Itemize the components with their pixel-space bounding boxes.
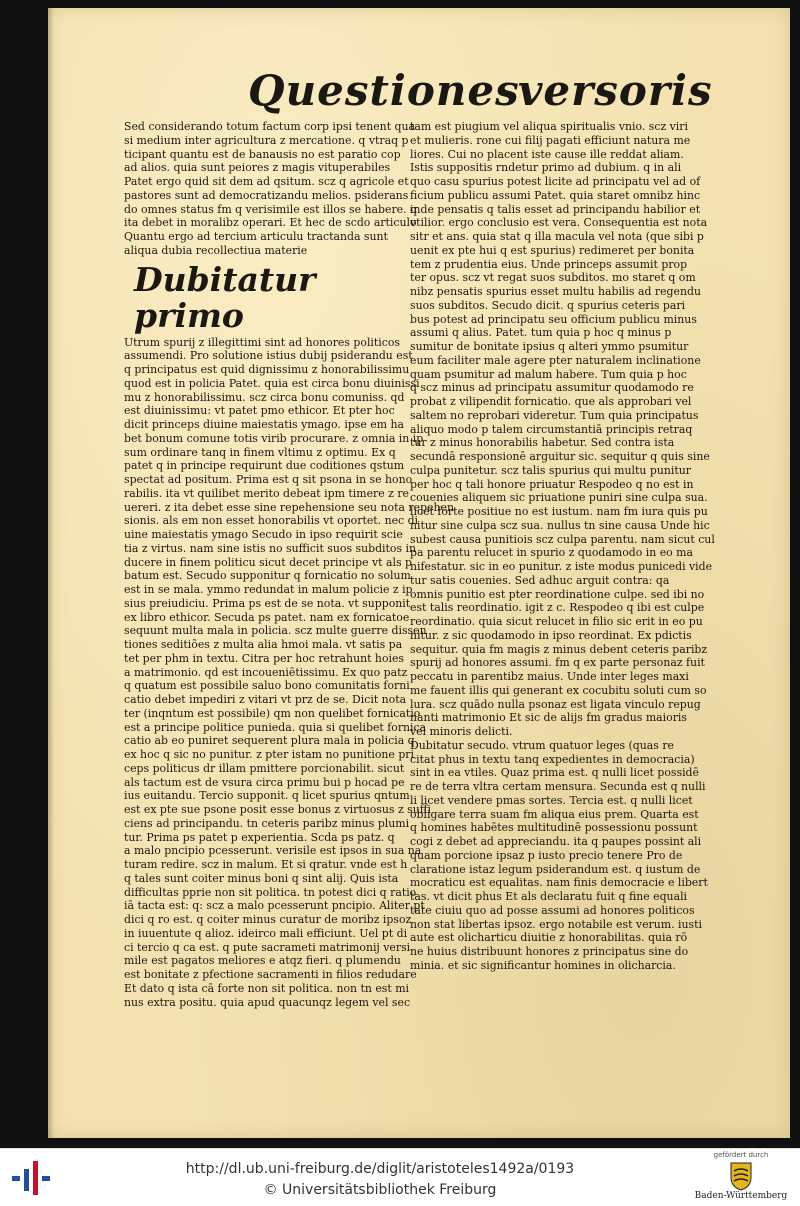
right-column-text-line: li licet vendere pmas sortes. Tercia est. q nulli licet: [410, 793, 693, 807]
right-column-text-line: obligare terra suam fm aliqua eius prem. Quarta est: [410, 807, 699, 821]
right-column-text-line: sequitur. quia fm magis z minus debent ceteris paribz: [410, 642, 708, 656]
sponsor-badge[interactable]: [686, 1151, 796, 1205]
left-column-text-line: do omnes status fm q verisimile est illos se habere. q: [124, 202, 417, 216]
right-column-text-line: culpa punitetur. scz talis spurius qui multu punitur: [410, 463, 691, 477]
right-column-text-line: cogi z debet ad appreciandu. ita q paupes possint ali: [410, 835, 702, 848]
left-column-text-line: est in se mala. ymmo redundat in malum policie z ip: [124, 583, 413, 596]
left-column-text-line: ita debet in moralibz operari. Et hec de scdo articulo: [124, 216, 417, 230]
right-column-text-line: vtilior. ergo conclusio est vera. Consequentia est nota: [410, 216, 708, 230]
left-column-text-line: ceps politicus dr illam pmittere porcionabilit. sicut: [124, 761, 405, 775]
left-column-text-line: pastores sunt ad democratizandu melios. psiderans: [124, 188, 409, 202]
right-column-text-line: nifestatur. sic in eo punitur. z iste modus punicedi vide: [410, 560, 713, 573]
right-column-text-line: est talis reordinatio. igit z c. Respodeo q ibi est culpe: [410, 601, 705, 615]
right-column-text-line: ficium publicu assumi Patet. quia staret omnibz hinc: [410, 188, 701, 202]
right-column-text-line: aute est olicharticu diuitie z honorabilitas. quia rō: [410, 931, 688, 945]
right-column-text-line: peccatu in parentibz maius. Unde inter leges maxi: [410, 670, 689, 683]
right-column-text-line: Istis suppositis rndetur primo ad dubium. q in ali: [410, 161, 682, 175]
left-column-text-line: difficultas pprie non sit politica. tn potest dici q ratio: [124, 885, 417, 899]
right-column-text-line: ne huius distribuunt honores z principatus sine do: [410, 945, 689, 958]
left-column-text-line: ticipant quantu est de banausis no est paratio cop: [124, 147, 401, 161]
running-head-left: Questiones: [248, 66, 520, 115]
left-column-text-line: ciens ad principandu. tn ceteris paribz minus plumi: [124, 816, 410, 830]
left-column-text-line: Et dato q ista cā forte non sit politica. non tn est mi: [124, 981, 410, 995]
left-column-text-line: uine maiestatis ymago Secudo in ipso requirit scie: [124, 528, 403, 541]
right-column-text-line: claratione istaz legum psiderandum est. q iustum de: [410, 862, 701, 876]
left-column-text-line: rabilis. ita vt quilibet merito debeat ipm timere z re: [124, 486, 409, 500]
right-column-text-line: reordinatio. quia sicut relucet in filio sic erit in eo pu: [410, 615, 703, 628]
left-column-text-line: spectat ad positum. Prima est q sit psona in se hono: [124, 473, 413, 486]
right-column-text-line: uenit ex pte hui q est spurius) redimeret per bonita: [410, 243, 695, 257]
left-column-text-line: catio debet impediri z vitari vt prz de se. Dicit nota: [124, 693, 407, 706]
left-column-text-line: si medium inter agricultura z mercatione. q vtraq p: [124, 133, 409, 147]
right-column-text-line: nibz pensatis spurius esset multu habilis ad regendu: [410, 285, 701, 298]
left-column-text-line: in iuuentute q alioz. ideirco mali efficiunt. Uel pt di: [124, 926, 408, 940]
left-column-text-line: quod est in policia Patet. quia est circa bonu diuinissi: [124, 376, 420, 390]
left-column-intro: [124, 120, 417, 258]
right-column-text-line: nanti matrimonio Et sic de alijs fm gradus maioris: [410, 711, 687, 725]
text-column-left: [124, 120, 454, 1009]
sponsor-name: Baden-Württemberg: [694, 1191, 788, 1201]
left-column-text-line: Quantu ergo ad tercium articulu tractanda sunt: [124, 230, 388, 243]
left-column-text-line: dici q ro est. q coiter minus curatur de moribz ipsoz: [124, 913, 412, 926]
left-column-text-line: q principatus est quid dignissimu z honorabilissimu: [124, 363, 410, 376]
right-column-text-line: q homines habētes multitudinē possessionu possunt: [410, 821, 698, 835]
right-column-text-line: re de terra vltra certam mensura. Secunda est q nulli: [410, 780, 706, 793]
right-column-text-line: subest causa punitiois scz culpa parentu. nam sicut cul: [410, 532, 715, 546]
left-column-text-line: est ex pte sue psone posit esse bonus z virtuosus z suffi: [124, 803, 431, 816]
left-column-text-line: est bonitate z pfectione sacramenti in filios redudare: [124, 968, 417, 981]
left-column-text-line: a matrimonio. qd est incoueniētissimu. Ex quo patz: [124, 665, 408, 679]
right-column-text-line: bus potest ad principatu seu officium publicu minus: [410, 312, 697, 326]
right-column-text-line: eum faciliter male agere pter naturalem inclinatione: [410, 353, 701, 367]
footer-url-link[interactable]: http://dl.ub.uni-freiburg.de/diglit/aristoteles1492a/0193: [185, 1161, 575, 1177]
left-column-text-line: tiones seditiões z multa alia hmoi mala. vt satis pa: [124, 638, 403, 651]
right-column-text-line: quam psumitur ad malum habere. Tum quia p hoc: [410, 367, 687, 381]
left-column-text-line: sius preiudiciu. Prima ps est de se nota. vt supponit: [124, 596, 411, 610]
right-column-text-line: saltem no reprobari videretur. Tum quia principatus: [410, 408, 699, 422]
right-column-text-line: tate ciuiu quo ad posse assumi ad honores politicos: [410, 903, 695, 917]
left-column-text-line: catio ab eo puniret sequerent plura mala in policia q: [124, 734, 415, 748]
text-column-right: [410, 120, 715, 973]
right-column-text-line: vel minoris delicti.: [410, 725, 513, 738]
left-column-text-line: mu z honorabilissimu. scz circa bonu comuniss. qd: [124, 390, 405, 404]
right-column-text-line: probat z vilipendit fornicatio. que als approbari vel: [410, 395, 692, 408]
baden-wuerttemberg-emblem-icon: [728, 1161, 754, 1191]
right-column-text-line: lura. scz quādo nulla psonaz est ligata vinculo repug: [410, 697, 701, 711]
right-column-text-line: citat phus in textu tanq expedientes in democracia): [410, 752, 695, 766]
left-column-text-line: patet q in principe requirunt due coditiones qstum: [124, 459, 405, 473]
running-head: [48, 66, 790, 126]
right-column-text-line: Dubitatur secudo. vtrum quatuor leges (quas re: [410, 738, 674, 752]
right-column-text-line: q scz minus ad principatu assumitur quodamodo re: [410, 381, 694, 395]
left-column-text-line: ex libro ethicor. Secuda ps patet. nam ex fornicatoe: [124, 610, 410, 624]
right-column-text-line: me fauent illis qui generant ex cocubitu soluti cum so: [410, 683, 707, 697]
right-column-text-line: tam est piugium vel aliqua spiritualis vnio. scz viri: [410, 120, 688, 133]
right-column-text-line: sint in ea vtiles. Quaz prima est. q nulli licet possidē: [410, 766, 699, 780]
left-column-text-line: als tactum est de vsura circa primu bui p hocad pe: [124, 775, 405, 789]
left-column-text-line: q quatum est possibile saluo bono comunitatis forni: [124, 679, 410, 693]
left-column-text-line: Utrum spurij z illegittimi sint ad honores politicos: [124, 335, 401, 349]
right-column-text-line: ter opus. scz vt regat suos subditos. mo staret q om: [410, 271, 696, 285]
right-column-text-line: liores. Cui no placent iste cause ille reddat aliam.: [410, 147, 684, 161]
left-column-text-line: est a principe politice punieda. quia si quelibet fornica: [124, 720, 427, 734]
right-column-text-line: assumi q alius. Patet. tum quia p hoc q minus p: [410, 326, 672, 340]
section-heading: Dubitatur primo: [134, 259, 316, 335]
right-column-text-line: suos subditos. Secudo dicit. q spurius ceteris pari: [410, 298, 686, 312]
left-column-text-line: iā tacta est: q: scz a malo pcesserunt pncipio. Aliter pt: [124, 899, 425, 913]
right-column-text-line: quo casu spurius potest licite ad principatu vel ad of: [410, 175, 701, 188]
left-column-text-line: batum est. Secudo supponitur q fornicatio no solum: [124, 569, 411, 583]
right-column-text-line: nitur. z sic quodamodo in ipso reordinat. Ex pdictis: [410, 628, 692, 642]
left-column-text-line: ius euitandu. Tercio supponit. q licet spurius qntum: [124, 789, 410, 803]
left-column-text-line: Patet ergo quid sit dem ad qsitum. scz q agricole et: [124, 175, 409, 188]
right-column-text-line: spurij ad honores assumi. fm q ex parte personaz fuit: [410, 656, 705, 670]
ub-freiburg-logo-icon: [12, 1159, 52, 1197]
right-column-text-line: sitr et ans. quia stat q illa macula vel nota (que sibi p: [410, 230, 704, 243]
right-column-text-line: minia. et sic significantur homines in olicharcia.: [410, 958, 676, 972]
right-column-text-line: mocraticu est equalitas. nam finis democracie e libert: [410, 876, 708, 890]
left-column-text-line: ducere in finem politicu sicut decet principe vt als p: [124, 555, 412, 569]
right-column-text-line: et mulieris. rone cui filij pagati efficiunt natura me: [410, 133, 691, 147]
sponsor-caption: gefördert durch: [713, 1151, 769, 1159]
right-column-text-line: tas. vt dicit phus Et als declaratu fuit q fine equali: [410, 890, 688, 903]
running-head-right: versoris: [518, 66, 713, 115]
right-column-text-line: couenies aliquem sic priuatione puniri sine culpa sua.: [410, 491, 708, 505]
right-column-text-line: aliquo modo p talem circumstantiā principis retraq: [410, 422, 693, 436]
left-column-text-line: ter (inqntum est possibile) qm non quelibet fornicatio: [124, 706, 421, 720]
left-column-text-line: Sed considerando totum factum corp ipsi tenent qua: [124, 120, 416, 133]
right-column-text-line: tem z prudentia eius. Unde princeps assumit prop: [410, 257, 688, 271]
left-column-text-line: assumendi. Pro solutione istius dubij psiderandu est: [124, 349, 413, 363]
left-column-text-line: sum ordinare tanq in finem vltimu z optimu. Ex q: [124, 445, 396, 459]
left-column-text-line: tia z virtus. nam sine istis no sufficit suos subditos in: [124, 541, 417, 555]
right-column-text-line: nitur sine culpa scz sua. nullus tn sine causa Unde hic: [410, 518, 710, 532]
right-column-text-line: omnis punitio est pter reordinatione culpe. sed ibi no: [410, 587, 705, 601]
left-column-text-line: nus extra positu. quia apud quacunqz legem vel sec: [124, 995, 411, 1009]
left-column-text-line: turam redire. scz in malum. Et si qratur. vnde est h: [124, 858, 408, 871]
right-column-text-line: licet forte positiue no est iustum. nam fm iura quis pu: [410, 505, 708, 518]
right-column-text-line: pa parentu relucet in spurio z quodamodo in eo ma: [410, 546, 694, 560]
left-column-text-line: uereri. z ita debet esse sine repehensione seu nota repehen: [124, 500, 454, 514]
left-column-text-line: mile est pagatos meliores e atqz fieri. q plumendu: [124, 954, 401, 968]
left-column-text-line: tur. Prima ps patet p experientia. Scda ps patz. q: [124, 830, 395, 844]
left-column-text-line: bet bonum comune totis virib procurare. z omnia in ip: [124, 431, 424, 445]
left-column-text-line: sequunt multa mala in policia. scz multe guerre dissen: [124, 624, 427, 638]
right-column-text-line: tur satis couenies. Sed adhuc arguit contra: qa: [410, 573, 670, 587]
left-column-text-line: est diuinissimu: vt patet pmo ethicor. Et pter hoc: [124, 404, 395, 418]
left-column-text-line: sionis. als em non esset honorabilis vt oportet. nec di: [124, 514, 419, 528]
left-column-text-line: a malo pncipio pcesserunt. verisile est ipsos in sua na: [124, 844, 422, 858]
left-column-text-line: q tales sunt coiter minus boni q sint alij. Quis ista: [124, 871, 399, 885]
footer-copyright: © Universitätsbibliothek Freiburg: [263, 1182, 497, 1198]
right-column-text-line: quam porcione ipsaz p iusto precio tenere Pro de: [410, 848, 683, 862]
left-column-text-line: dicit princeps diuine maiestatis ymago. ipse em ha: [124, 418, 405, 431]
right-column-text-line: secundā responsionē arguitur sic. sequitur q quis sine: [410, 450, 710, 463]
left-column-text-line: aliqua dubia recollectiua materie: [124, 243, 308, 257]
left-column-text-line: tet per phm in textu. Citra per hoc retrahunt hoies: [124, 651, 405, 665]
left-column-body: [124, 335, 454, 1010]
right-column-text-line: sumitur de bonitate ipsius q alteri ymmo psumitur: [410, 340, 689, 353]
left-column-text-line: ad alios. quia sunt peiores z magis vituperabiles: [124, 161, 391, 175]
left-column-text-line: ex hoc q sic no punitur. z pter istam no punitione pri: [124, 748, 414, 761]
right-column-text-line: per hoc q tali honore priuatur Respodeo q no est in: [410, 477, 694, 491]
right-column-text-line: non stat libertas ipsoz. ergo notabile est verum. iusti: [410, 917, 702, 931]
right-column-text-line: inde pensatis q talis esset ad principandu habilior et: [410, 202, 701, 216]
left-column-text-line: ci tercio q ca est. q pute sacrameti matrimonij versi: [124, 940, 411, 954]
viewer-footer: [0, 1148, 800, 1206]
right-column-text-line: tur z minus honorabilis habetur. Sed contra ista: [410, 436, 675, 450]
right-column-body: [410, 120, 715, 973]
